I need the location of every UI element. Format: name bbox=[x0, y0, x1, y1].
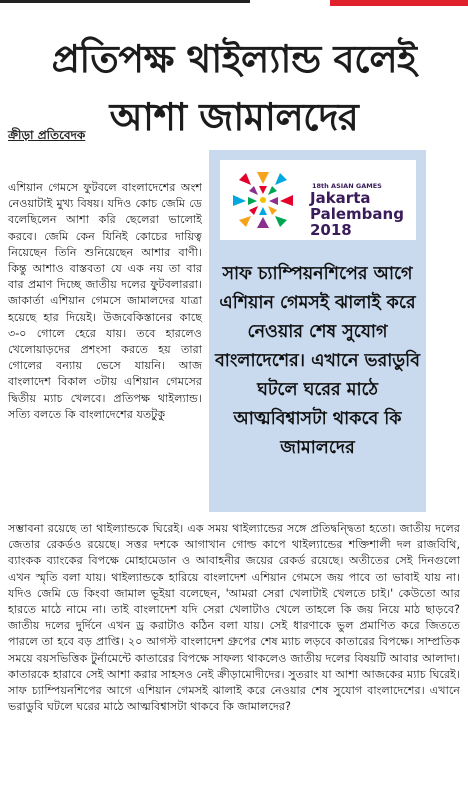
top-rule bbox=[0, 0, 468, 6]
logo-small-text: 18th ASIAN GAMES bbox=[312, 182, 382, 190]
asian-games-emblem-icon bbox=[228, 166, 298, 234]
logo-title-line-2: Palembang 2018 bbox=[310, 205, 404, 239]
asian-games-logo bbox=[220, 160, 416, 240]
sidebar-panel bbox=[209, 150, 426, 512]
logo-title-line-1: Jakarta bbox=[310, 189, 371, 207]
body-column bbox=[8, 180, 202, 423]
top-rule-black bbox=[0, 0, 250, 3]
body-paragraph-column: এশিয়ান গেমসে ফুটবলে বাংলাদেশের অংশ নেওয়াটাই মুখ্য বিষয়। যদিও কোচ জেমি ডে বলেছিলেন আশা করি ছেলেরা ভালোই করবে। জেমি কেন যিনিই কোচের দায়িত্ব নিয়েছেন তিনি শুনিয়েছেন আশার বাণী। কিন্তু আশাও বাস্তবতা যে এক নয় তা বার বার প্রমাণ দিচ্ছে জাতীয় দলের ফুটবলাররা। জাকার্তা এশিয়ান গেমসে জামালদের যাত্রা হয়েছে হার দিয়েই। উজবেকিস্তানের কাছে ৩-০ গোলে হেরে যায়। তবে হারলেও খেলোয়াড়দের প্রশংসা করতে হয় তারা গোলের বন্যায় ভেসে যায়নি। আজ বাংলাদেশ বিকাল ৩টায় এশিয়ান গেমসের দ্বিতীয় ম্যাচ খেলবে। প্রতিপক্ষ থাইল্যান্ড। সত্যি বলতে কি বাংলাদেশের যতটুকু bbox=[8, 181, 202, 421]
pull-quote: সাফ চ্যাম্পিয়নশিপের আগে এশিয়ান গেমসই ঝালাই করে নেওয়ার শেষ সুযোগ বাংলাদেশের। এখানে ভরাডুবি ঘটলে ঘরের মাঠে আত্মবিশ্বাসটা থাকবে কি জামালদের bbox=[215, 264, 420, 458]
body-full-width bbox=[8, 521, 460, 715]
headline-line-2: আশা জামালদের bbox=[109, 95, 359, 139]
headline-line-1: প্রতিপক্ষ থাইল্যান্ড বলেই bbox=[51, 37, 417, 81]
byline: ক্রীড়া প্রতিবেদক bbox=[8, 128, 86, 142]
top-rule-red bbox=[330, 0, 468, 6]
body-paragraph-full: সম্ভাবনা রয়েছে তা থাইল্যান্ডকে ঘিরেই। এক সময় থাইল্যান্ডের সঙ্গে প্রতিদ্বন্দ্বিতা হতো। জাতীয় দলের জেতার রেকর্ডও রয়েছে। সত্তর দশকে আগাখান গোল্ড কাপে থাইল্যান্ডের শক্তিশালী দল রাজবিথি, ব্যাংকক ব্যাংকের বিপক্ষে মোহামেডান ও আবাহনীর জয়ের রেকর্ড রয়েছে। অতীতের সেই দিনগুলো এখন স্মৃতি বলা যায়। থাইল্যান্ডকে হারিয়ে বাংলাদেশ এশিয়ান গেমসে জয় পাবে তা ভাবাই যায় না। যদিও জেমি ডে কিংবা জামাল ভূইয়া বলেছেন, 'আমরা সেরা খেলাটাই খেলতে চাই।' কেউতো আর হারতে মাঠে নামে না। তাই বাংলাদেশ যদি সেরা খেলাটাও খেলে তাহলে কি জয় নিয়ে মাঠ ছাড়বে? জাতীয় দলের দুর্দিনে এখন ড্র করাটাও কঠিন বলা যায়। সেই ধারণাকে ভুল প্রমাণিত করে জিততে পারলে তা হবে বড় প্রাপ্তি। ২০ আগস্ট বাংলাদেশ গ্রুপের শেষ ম্যাচ লড়বে কাতারের বিপক্ষে। সাম্প্রতিক সময়ে বয়সভিত্তিক টুর্নামেন্টে কাতারের বিপক্ষে সাফল্য থাকলেও জাতীয় দলের বিষয়টি আবার আলাদা। কাতারকে হারাবে সেই আশা করার সাহসও নেই ক্রীড়ামোদীদের। সুতরাং যা আশা আজকের ম্যাচ ঘিরেই। সাফ চ্যাম্পিয়নশিপের আগে এশিয়ান গেমসই ঝালাই করে নেওয়ার শেষ সুযোগ বাংলাদেশের। এখানে ভরাডুবি ঘটলে ঘরের মাঠে আত্মবিশ্বাসটা থাকবে কি জামালদের? bbox=[8, 522, 460, 714]
